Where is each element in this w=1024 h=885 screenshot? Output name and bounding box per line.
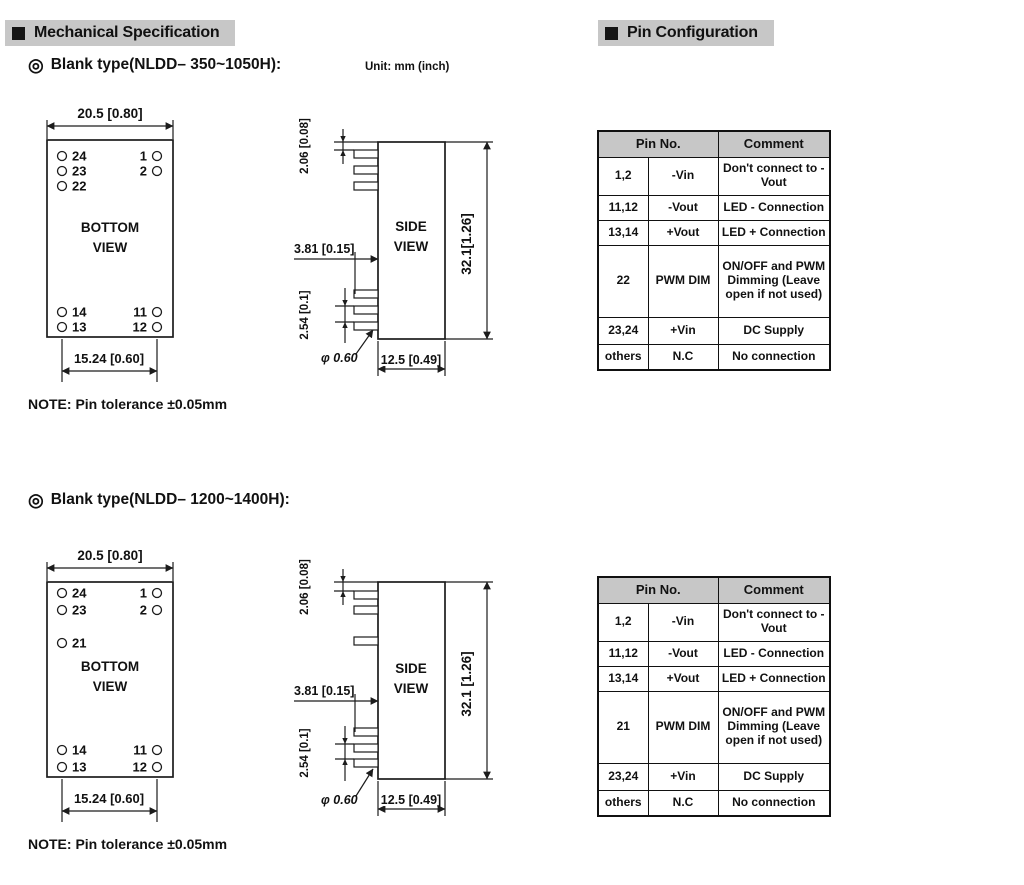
pin-hole-icon xyxy=(153,308,162,317)
signal-cell: PWM DIM xyxy=(648,691,718,763)
pin-cell: others xyxy=(598,344,648,370)
pin-number: 14 xyxy=(72,742,87,758)
pin-hole-icon xyxy=(58,152,67,161)
pin-tolerance-note-1: NOTE: Pin tolerance ±0.05mm xyxy=(28,396,228,412)
pin-number: 13 xyxy=(72,759,87,775)
comment-cell: LED + Connection xyxy=(718,666,830,691)
comment-cell: DC Supply xyxy=(718,317,830,344)
signal-cell: +Vout xyxy=(648,666,718,691)
comment-cell: LED + Connection xyxy=(718,220,830,245)
dim-pin-pitch-1 xyxy=(299,288,354,343)
dim-pin-inset-2 xyxy=(294,684,378,732)
blank-type-1-title xyxy=(28,56,281,74)
dim-label: 2.54 [0.1] xyxy=(299,728,311,778)
pins-bottom-right xyxy=(133,743,162,775)
dim-pin-span-1 xyxy=(62,339,157,382)
side-view-drawing-1 xyxy=(288,96,500,388)
view-label: VIEW xyxy=(92,240,128,255)
pin-number: 12 xyxy=(132,759,147,775)
view-label: BOTTOM xyxy=(80,220,140,235)
pin-number: 2 xyxy=(139,163,147,179)
table-row xyxy=(598,157,830,195)
comment-cell: Don't connect to -Vout xyxy=(718,157,830,195)
view-label: VIEW xyxy=(92,679,128,694)
table-row xyxy=(598,317,830,344)
pin-hole-icon xyxy=(153,589,162,598)
dim-label: 15.24 [0.60] xyxy=(73,351,145,366)
view-label: VIEW xyxy=(393,681,429,696)
dim-label: 12.5 [0.49] xyxy=(380,793,442,807)
pins-top-right xyxy=(140,586,162,618)
table-row xyxy=(598,691,830,763)
view-label: BOTTOM xyxy=(80,659,140,674)
pin-cell: 23,24 xyxy=(598,763,648,790)
view-label: SIDE xyxy=(395,661,427,676)
pins-top-left xyxy=(58,586,88,618)
side-view-drawing-2 xyxy=(288,540,500,840)
view-label: VIEW xyxy=(393,239,429,254)
unit-label: Unit: mm (inch) xyxy=(365,61,450,73)
table-row xyxy=(598,641,830,666)
dim-pin-inset-1 xyxy=(294,242,378,294)
dim-pin-span-2 xyxy=(62,779,157,822)
pin-config-table-1 xyxy=(597,130,831,371)
pin-hole-icon xyxy=(153,323,162,332)
comment-cell: LED - Connection xyxy=(718,641,830,666)
pin-hole-icon xyxy=(58,589,67,598)
table-row xyxy=(598,666,830,691)
pin-number: 1 xyxy=(139,148,147,164)
pins-bottom-right xyxy=(133,305,162,335)
pin-number: 14 xyxy=(72,304,87,320)
pin-mid-left xyxy=(58,636,87,651)
dim-label: 3.81 [0.15] xyxy=(294,684,355,698)
table-row xyxy=(598,220,830,245)
col-header-pin-no: Pin No. xyxy=(598,131,718,157)
bottom-view-drawing-1 xyxy=(27,96,227,388)
comment-cell: DC Supply xyxy=(718,763,830,790)
table-row xyxy=(598,195,830,220)
table-header-row xyxy=(598,131,830,157)
pin-number: 13 xyxy=(72,319,87,335)
pin-number: 21 xyxy=(72,635,87,651)
comment-cell: No connection xyxy=(718,344,830,370)
dim-label: φ 0.60 xyxy=(321,793,358,807)
pin-number: 24 xyxy=(72,585,87,601)
pin-hole-icon xyxy=(58,606,67,615)
section-header-label: Pin Configuration xyxy=(627,24,758,41)
comment-cell: LED - Connection xyxy=(718,195,830,220)
dim-width-outer-2 xyxy=(47,548,173,581)
table-row xyxy=(598,603,830,641)
pin-hole-icon xyxy=(58,308,67,317)
pin-hole-icon xyxy=(58,763,67,772)
pin-number: 12 xyxy=(132,319,147,335)
pin-number: 23 xyxy=(72,163,87,179)
signal-cell: +Vout xyxy=(648,220,718,245)
pin-number: 1 xyxy=(139,585,147,601)
signal-cell: +Vin xyxy=(648,317,718,344)
section-header-pin-configuration xyxy=(598,20,774,46)
dim-depth-2 xyxy=(378,781,445,816)
pin-cell: 1,2 xyxy=(598,603,648,641)
comment-cell: ON/OFF and PWM Dimming (Leave open if not used) xyxy=(718,691,830,763)
pin-config-table-2 xyxy=(597,576,831,817)
pin-hole-icon xyxy=(58,323,67,332)
pin-cell: 11,12 xyxy=(598,195,648,220)
section-header-mechanical xyxy=(5,20,235,46)
section-header-label: Mechanical Specification xyxy=(34,24,220,41)
double-circle-bullet-icon: ◎ xyxy=(28,55,44,75)
pin-hole-icon xyxy=(153,152,162,161)
table-row xyxy=(598,245,830,317)
dim-label: 2.54 [0.1] xyxy=(299,290,311,340)
dim-pin-diameter-2 xyxy=(321,769,373,807)
table-row xyxy=(598,344,830,370)
bullet-square-icon xyxy=(605,27,618,40)
pin-cell: 11,12 xyxy=(598,641,648,666)
pin-hole-icon xyxy=(58,167,67,176)
pin-hole-icon xyxy=(58,746,67,755)
pin-cell: 13,14 xyxy=(598,220,648,245)
blank-type-1-title-text: Blank type(NLDD– 350~1050H): xyxy=(50,56,282,73)
dim-label: 2.06 [0.08] xyxy=(299,559,311,615)
blank-type-2-title-text: Blank type(NLDD– 1200~1400H): xyxy=(50,491,290,508)
pin-cell: 1,2 xyxy=(598,157,648,195)
dim-label: 2.06 [0.08] xyxy=(299,118,311,174)
col-header-comment: Comment xyxy=(718,577,830,603)
pin-hole-icon xyxy=(153,746,162,755)
pin-number: 24 xyxy=(72,148,87,164)
dim-label: φ 0.60 xyxy=(321,351,358,365)
dim-label: 20.5 [0.80] xyxy=(77,106,143,121)
pin-hole-icon xyxy=(58,639,67,648)
dim-label: 12.5 [0.49] xyxy=(380,353,442,367)
comment-cell: No connection xyxy=(718,790,830,816)
pin-hole-icon xyxy=(58,182,67,191)
dim-pin-diameter-1 xyxy=(321,330,373,365)
pin-number: 23 xyxy=(72,602,87,618)
signal-cell: -Vin xyxy=(648,603,718,641)
pins-bottom-left xyxy=(58,305,88,335)
double-circle-bullet-icon: ◎ xyxy=(28,490,44,510)
pin-number: 11 xyxy=(133,304,147,320)
dim-pin-pitch-2 xyxy=(299,726,354,781)
pin-number: 22 xyxy=(72,178,87,194)
table-header-row xyxy=(598,577,830,603)
pin-hole-icon xyxy=(153,606,162,615)
side-pins xyxy=(354,591,378,767)
pin-cell: 22 xyxy=(598,245,648,317)
signal-cell: N.C xyxy=(648,790,718,816)
dim-label: 20.5 [0.80] xyxy=(77,548,143,563)
pin-cell: others xyxy=(598,790,648,816)
view-label: SIDE xyxy=(395,219,427,234)
pin-hole-icon xyxy=(153,763,162,772)
dim-label: 15.24 [0.60] xyxy=(73,791,145,806)
table-row xyxy=(598,790,830,816)
signal-cell: N.C xyxy=(648,344,718,370)
dim-label: 32.1[1.26] xyxy=(459,213,474,275)
pin-cell: 21 xyxy=(598,691,648,763)
pins-bottom-left xyxy=(58,743,88,775)
pin-cell: 13,14 xyxy=(598,666,648,691)
pin-number: 2 xyxy=(139,602,147,618)
dim-label: 3.81 [0.15] xyxy=(294,242,355,256)
pin-cell: 23,24 xyxy=(598,317,648,344)
signal-cell: -Vout xyxy=(648,641,718,666)
pins-top-left xyxy=(58,149,88,194)
signal-cell: +Vin xyxy=(648,763,718,790)
bottom-view-drawing-2 xyxy=(27,540,227,840)
signal-cell: -Vout xyxy=(648,195,718,220)
dim-depth-1 xyxy=(378,341,445,376)
dim-height-1 xyxy=(445,142,493,339)
side-pins xyxy=(354,150,378,330)
col-header-comment: Comment xyxy=(718,131,830,157)
dim-label: 32.1 [1.26] xyxy=(459,651,474,717)
pin-tolerance-note-2: NOTE: Pin tolerance ±0.05mm xyxy=(28,836,228,852)
signal-cell: -Vin xyxy=(648,157,718,195)
pin-number: 11 xyxy=(133,742,147,758)
blank-type-2-title xyxy=(28,491,290,509)
signal-cell: PWM DIM xyxy=(648,245,718,317)
comment-cell: Don't connect to -Vout xyxy=(718,603,830,641)
pins-top-right xyxy=(140,149,162,179)
dim-height-2 xyxy=(445,582,493,779)
dim-width-outer-1 xyxy=(47,106,173,139)
pin-hole-icon xyxy=(153,167,162,176)
table-row xyxy=(598,763,830,790)
bullet-square-icon xyxy=(12,27,25,40)
col-header-pin-no: Pin No. xyxy=(598,577,718,603)
comment-cell: ON/OFF and PWM Dimming (Leave open if not used) xyxy=(718,245,830,317)
